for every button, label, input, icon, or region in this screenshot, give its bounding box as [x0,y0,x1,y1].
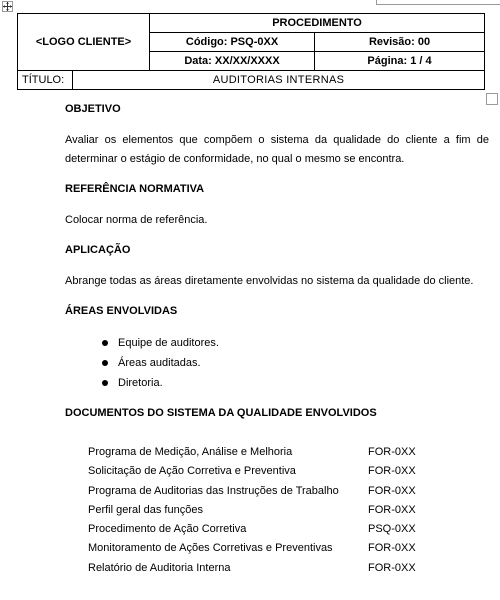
list-item: Áreas auditadas. [118,357,201,369]
bullet-icon [102,360,108,366]
section-heading-objetivo: OBJETIVO [65,103,121,115]
page-edge-strip [376,0,500,5]
title-label: TÍTULO: [18,71,73,90]
section-heading-areas: ÁREAS ENVOLVIDAS [65,305,178,317]
document-row-code: FOR-0XX [368,562,416,574]
table-resize-handle[interactable] [486,93,498,105]
bullet-icon [102,340,108,346]
bullet-icon [102,380,108,386]
document-row-name: Programa de Medição, Análise e Melhoria [88,446,293,458]
section-heading-aplicacao: APLICAÇÃO [65,244,131,256]
document-row-code: PSQ-0XX [368,523,416,535]
document-header-table [17,13,485,90]
document-row-name: Perfil geral das funções [88,504,203,516]
list-item: Equipe de auditores. [118,337,219,349]
date-cell: Data: XX/XX/XXXX [150,52,315,71]
document-row-code: FOR-0XX [368,542,416,554]
document-row-code: FOR-0XX [368,465,416,477]
document-row-code: FOR-0XX [368,504,416,516]
document-row-name: Procedimento de Ação Corretiva [88,523,247,535]
section-text-referencia: Colocar norma de referência. [65,214,208,226]
document-row-code: FOR-0XX [368,446,416,458]
logo-placeholder: <LOGO CLIENTE> [18,14,150,71]
section-heading-documentos: DOCUMENTOS DO SISTEMA DA QUALIDADE ENVOLVIDOS [65,407,377,419]
section-heading-referencia: REFERÊNCIA NORMATIVA [65,183,205,195]
section-text-objetivo: Avaliar os elementos que compõem o sistema da qualidade do cliente a fim de determinar o estágio de conformidade, no qual o mesmo se encontra. [65,134,489,165]
doc-type-cell: PROCEDIMENTO [150,14,485,33]
page-number-cell: Página: 1 / 4 [315,52,485,71]
table-move-handle-icon[interactable] [2,1,13,12]
document-row-name: Relatório de Auditoria Interna [88,562,231,574]
section-text-aplicacao: Abrange todas as áreas diretamente envolvidas no sistema da qualidade do cliente. [65,275,474,287]
document-row-name: Programa de Auditorias das Instruções de Trabalho [88,485,339,497]
title-value: AUDITORIAS INTERNAS [73,71,485,90]
revision-cell: Revisão: 00 [315,33,485,52]
document-row-code: FOR-0XX [368,485,416,497]
doc-code-cell: Código: PSQ-0XX [150,33,315,52]
document-row-name: Solicitação de Ação Corretiva e Preventiva [88,465,296,477]
list-item: Diretoria. [118,377,163,389]
document-row-name: Monitoramento de Ações Corretivas e Preventivas [88,542,333,554]
